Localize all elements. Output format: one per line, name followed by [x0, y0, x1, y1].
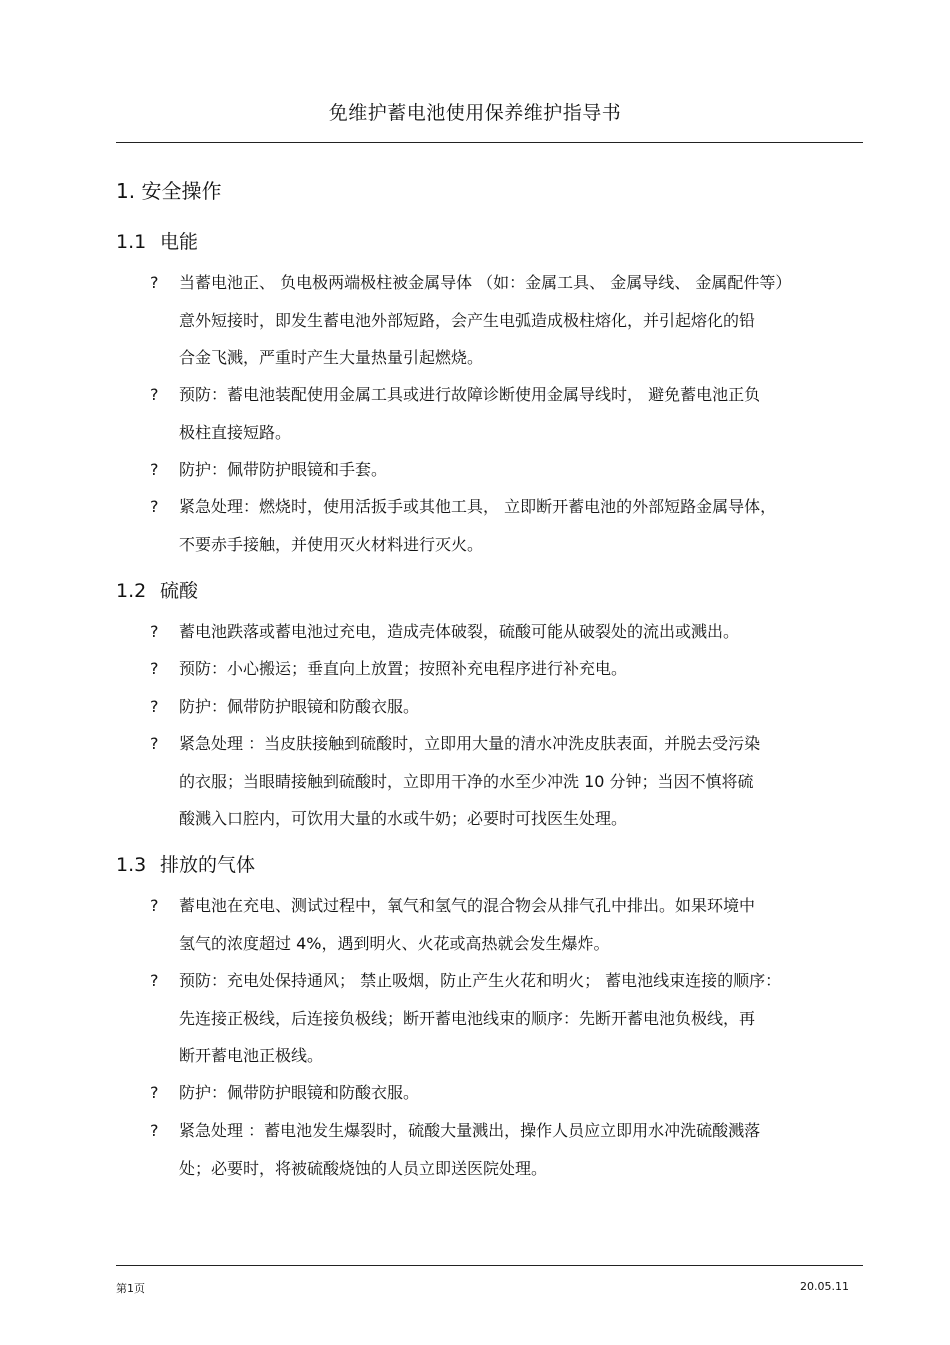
item-line: 处；必要时，将被硫酸烧蚀的人员立即送医院处理。	[179, 1158, 548, 1178]
list-item	[150, 962, 865, 1075]
item-line: 合金飞溅，严重时产生大量热量引起燃烧。	[179, 348, 484, 367]
bullet-glyph: ?	[150, 734, 159, 753]
footer-page-number: 第1页	[116, 1282, 145, 1295]
list-item	[150, 1074, 865, 1112]
header-rule	[116, 142, 863, 143]
list-item	[150, 650, 865, 688]
item-line: 先连接正极线，后连接负极线；断开蓄电池线束的顺序：先断开蓄电池负极线，再	[179, 1008, 756, 1028]
bullet-glyph: ?	[150, 896, 159, 915]
bullet-glyph: ?	[150, 1083, 159, 1102]
item-line: 不要赤手接触，并使用灭火材料进行灭火。	[179, 534, 484, 554]
item-line: 的衣服；当眼睛接触到硫酸时，立即用干净的水至少冲洗 10 分钟；当因不慎将硫	[179, 771, 754, 791]
list-item	[150, 613, 865, 651]
list-item	[150, 887, 865, 962]
footer-date: 20.05.11	[800, 1280, 849, 1293]
subsection-number: 1.1	[116, 231, 147, 253]
bullet-glyph: ?	[150, 697, 159, 716]
item-line: 断开蓄电池正极线。	[179, 1046, 324, 1065]
item-line: 蓄电池跌落或蓄电池过充电，造成壳体破裂，硫酸可能从破裂处的流出或溅出。	[179, 622, 740, 641]
subsection-heading-1-1	[116, 227, 198, 254]
subsection-heading-1-2	[116, 576, 198, 603]
subsection-heading-1-3	[116, 850, 255, 877]
list-item	[150, 264, 865, 377]
document-title: 免维护蓄电池使用保养维护指导书	[328, 102, 622, 124]
item-line: 蓄电池在充电、测试过程中，氧气和氢气的混合物会从排气孔中排出。如果环境中	[179, 896, 756, 915]
subsection-title: 电能	[160, 231, 199, 253]
item-line: 紧急处理 ：蓄电池发生爆裂时，硫酸大量溅出，操作人员应立即用水冲洗硫酸溅落	[179, 1121, 761, 1140]
list-item	[150, 1112, 865, 1187]
bullet-glyph: ?	[150, 460, 159, 479]
list-item	[150, 725, 865, 838]
bullet-glyph: ?	[150, 659, 159, 678]
subsection-number: 1.2	[116, 580, 147, 602]
item-line: 氢气的浓度超过 4%，遇到明火、火花或高热就会发生爆炸。	[179, 933, 610, 953]
bullet-glyph: ?	[150, 385, 159, 404]
item-line: 意外短接时，即发生蓄电池外部短路，会产生电弧造成极柱熔化，并引起熔化的铅	[179, 310, 756, 330]
bullet-glyph: ?	[150, 622, 159, 641]
section-heading-1: 1. 安全操作	[116, 179, 222, 203]
footer-rule	[116, 1265, 863, 1266]
bullet-glyph: ?	[150, 971, 159, 990]
bullet-glyph: ?	[150, 1121, 159, 1140]
list-item	[150, 688, 865, 726]
item-line: 预防：充电处保持通风； 禁止吸烟，防止产生火花和明火； 蓄电池线束连接的顺序：	[179, 971, 782, 990]
item-line: 防护：佩带防护眼镜和防酸衣服。	[179, 697, 420, 716]
subsection-title: 排放的气体	[160, 854, 256, 876]
bullet-glyph: ?	[150, 273, 159, 292]
subsection-number: 1.3	[116, 854, 147, 876]
item-line: 紧急处理：燃烧时，使用活扳手或其他工具， 立即断开蓄电池的外部短路金属导体，	[179, 497, 777, 516]
item-line: 酸溅入口腔内，可饮用大量的水或牛奶；必要时可找医生处理。	[179, 809, 628, 828]
item-line: 防护：佩带防护眼镜和防酸衣服。	[179, 1083, 420, 1102]
item-line: 防护：佩带防护眼镜和手套。	[179, 460, 388, 479]
item-line: 预防：蓄电池装配使用金属工具或进行故障诊断使用金属导线时， 避免蓄电池正负	[179, 385, 761, 404]
item-line: 紧急处理 ：当皮肤接触到硫酸时，立即用大量的清水冲洗皮肤表面，并脱去受污染	[179, 734, 761, 753]
item-line: 当蓄电池正、 负电极两端极柱被金属导体 （如：金属工具、 金属导线、 金属配件等）	[179, 273, 792, 292]
item-line: 极柱直接短路。	[179, 422, 292, 442]
list-item	[150, 376, 865, 451]
subsection-title: 硫酸	[160, 580, 199, 602]
list-item	[150, 488, 865, 563]
list-item	[150, 451, 865, 489]
bullet-glyph: ?	[150, 497, 159, 516]
item-line: 预防：小心搬运；垂直向上放置；按照补充电程序进行补充电。	[179, 659, 628, 678]
